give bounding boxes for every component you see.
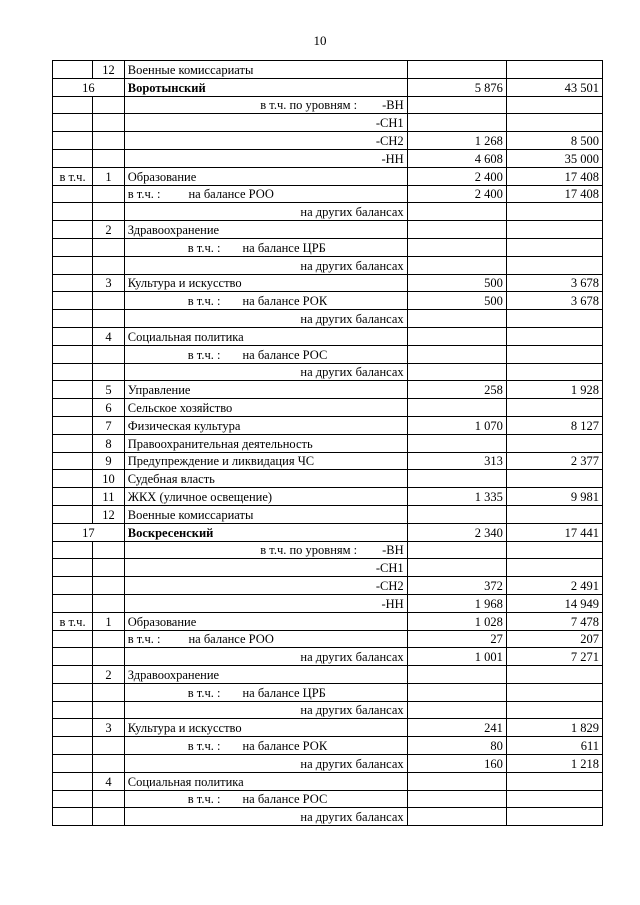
row-number: 12 (93, 505, 125, 523)
table-row (53, 505, 603, 523)
value-cell: 611 (506, 737, 602, 755)
row-number: 8 (93, 434, 125, 452)
row-label: в т.ч. : на балансе РОО (124, 630, 407, 648)
value-cell: 241 (407, 719, 506, 737)
value-cell: 3 678 (506, 274, 602, 292)
vtch-label: в т.ч. (53, 612, 93, 630)
row-label: в т.ч. : на балансе РОК (124, 737, 407, 755)
row-label: в т.ч. : на балансе РОК (124, 292, 407, 310)
value-cell: 27 (407, 630, 506, 648)
table-row (53, 399, 603, 417)
value-cell: 8 500 (506, 132, 602, 150)
value-cell: 4 608 (407, 149, 506, 167)
vtch-label: в т.ч. (53, 167, 93, 185)
district-header-row (53, 523, 603, 541)
table-row (53, 292, 603, 310)
value-cell: 372 (407, 577, 506, 595)
value-cell: 2 340 (407, 523, 506, 541)
row-number: 12 (93, 61, 125, 79)
table-row (53, 256, 603, 274)
row-label: Военные комиссариаты (124, 505, 407, 523)
table-row (53, 96, 603, 114)
row-number: 7 (93, 416, 125, 434)
value-cell: 500 (407, 274, 506, 292)
value-cell: 1 268 (407, 132, 506, 150)
table-row (53, 61, 603, 79)
table-row (53, 203, 603, 221)
value-cell: 35 000 (506, 149, 602, 167)
table-row (53, 185, 603, 203)
table-row (53, 452, 603, 470)
row-number: 1 (93, 612, 125, 630)
row-label: Образование (124, 167, 407, 185)
table-row (53, 149, 603, 167)
value-cell: 14 949 (506, 594, 602, 612)
district-name: Воскресенский (124, 523, 407, 541)
row-number: 2 (93, 666, 125, 684)
value-cell: 500 (407, 292, 506, 310)
table-row (53, 701, 603, 719)
row-label: на других балансах (124, 755, 407, 773)
table-row (53, 327, 603, 345)
table-row (53, 648, 603, 666)
value-cell: 160 (407, 755, 506, 773)
value-cell: 2 491 (506, 577, 602, 595)
row-label: в т.ч. : на балансе РОО (124, 185, 407, 203)
page-number: 10 (313, 33, 327, 48)
row-label: Культура и искусство (124, 274, 407, 292)
value-cell: 1 070 (407, 416, 506, 434)
value-cell: 80 (407, 737, 506, 755)
value-cell: 1 028 (407, 612, 506, 630)
table-row (53, 363, 603, 381)
row-label: в т.ч. : на балансе ЦРБ (124, 238, 407, 256)
value-cell: 2 400 (407, 185, 506, 203)
row-label: Судебная власть (124, 470, 407, 488)
row-number: 6 (93, 399, 125, 417)
row-number: 4 (93, 772, 125, 790)
value-cell: 1 218 (506, 755, 602, 773)
table-row (53, 221, 603, 239)
table-row (53, 755, 603, 773)
row-number: 2 (93, 221, 125, 239)
value-cell: 43 501 (506, 78, 602, 96)
district-number: 16 (53, 78, 125, 96)
value-cell: 1 001 (407, 648, 506, 666)
row-label: в т.ч. по уровням : -ВН (124, 541, 407, 559)
row-label: Сельское хозяйство (124, 399, 407, 417)
row-label: -НН (124, 149, 407, 167)
row-label: в т.ч. : на балансе РОС (124, 790, 407, 808)
value-cell: 1 928 (506, 381, 602, 399)
district-header-row (53, 78, 603, 96)
table-row (53, 594, 603, 612)
row-label: на других балансах (124, 310, 407, 328)
table-row (53, 630, 603, 648)
row-label: Здравоохранение (124, 221, 407, 239)
table-row (53, 167, 603, 185)
value-cell: 2 400 (407, 167, 506, 185)
row-label: Образование (124, 612, 407, 630)
table-row (53, 790, 603, 808)
table-row (53, 310, 603, 328)
table-row (53, 434, 603, 452)
row-label: ЖКХ (уличное освещение) (124, 488, 407, 506)
value-cell: 1 968 (407, 594, 506, 612)
row-label: -СН2 (124, 132, 407, 150)
row-label: Предупреждение и ликвидация ЧС (124, 452, 407, 470)
row-number: 3 (93, 274, 125, 292)
table-row (53, 238, 603, 256)
row-label: в т.ч. по уровням : -ВН (124, 96, 407, 114)
table-row (53, 488, 603, 506)
row-label: на других балансах (124, 203, 407, 221)
row-label: в т.ч. : на балансе РОС (124, 345, 407, 363)
value-cell: 17 408 (506, 167, 602, 185)
value-cell: 1 335 (407, 488, 506, 506)
row-label: Культура и искусство (124, 719, 407, 737)
row-number: 5 (93, 381, 125, 399)
value-cell: 3 678 (506, 292, 602, 310)
table-row (53, 114, 603, 132)
row-number: 11 (93, 488, 125, 506)
table-row (53, 132, 603, 150)
table-row (53, 381, 603, 399)
row-label: Управление (124, 381, 407, 399)
table-row (53, 719, 603, 737)
table-row (53, 808, 603, 826)
table-row (53, 683, 603, 701)
row-label: Социальная политика (124, 772, 407, 790)
row-label: на других балансах (124, 808, 407, 826)
value-cell: 258 (407, 381, 506, 399)
value-cell: 313 (407, 452, 506, 470)
row-label: на других балансах (124, 363, 407, 381)
row-label: Физическая культура (124, 416, 407, 434)
value-cell: 7 478 (506, 612, 602, 630)
table-row (53, 470, 603, 488)
row-label: -СН1 (124, 114, 407, 132)
table-row (53, 559, 603, 577)
value-cell: 2 377 (506, 452, 602, 470)
table-row (53, 737, 603, 755)
district-name: Воротынский (124, 78, 407, 96)
value-cell: 9 981 (506, 488, 602, 506)
table-row (53, 541, 603, 559)
row-label: Здравоохранение (124, 666, 407, 684)
value-cell: 5 876 (407, 78, 506, 96)
row-number: 10 (93, 470, 125, 488)
budget-table (52, 60, 603, 826)
table-row (53, 274, 603, 292)
district-number: 17 (53, 523, 125, 541)
row-label: Социальная политика (124, 327, 407, 345)
row-label: в т.ч. : на балансе ЦРБ (124, 683, 407, 701)
row-label: -СН1 (124, 559, 407, 577)
value-cell: 7 271 (506, 648, 602, 666)
row-label: Правоохранительная деятельность (124, 434, 407, 452)
table-row (53, 666, 603, 684)
value-cell: 8 127 (506, 416, 602, 434)
row-label: на других балансах (124, 256, 407, 274)
row-label: Военные комиссариаты (124, 61, 407, 79)
row-number: 3 (93, 719, 125, 737)
table-row (53, 577, 603, 595)
table-row (53, 345, 603, 363)
row-label: -СН2 (124, 577, 407, 595)
value-cell: 17 441 (506, 523, 602, 541)
row-number: 1 (93, 167, 125, 185)
table-row (53, 416, 603, 434)
value-cell: 17 408 (506, 185, 602, 203)
value-cell: 207 (506, 630, 602, 648)
row-label: -НН (124, 594, 407, 612)
table-row (53, 772, 603, 790)
row-number: 4 (93, 327, 125, 345)
row-label: на других балансах (124, 701, 407, 719)
value-cell: 1 829 (506, 719, 602, 737)
table-row (53, 612, 603, 630)
row-number: 9 (93, 452, 125, 470)
row-label: на других балансах (124, 648, 407, 666)
